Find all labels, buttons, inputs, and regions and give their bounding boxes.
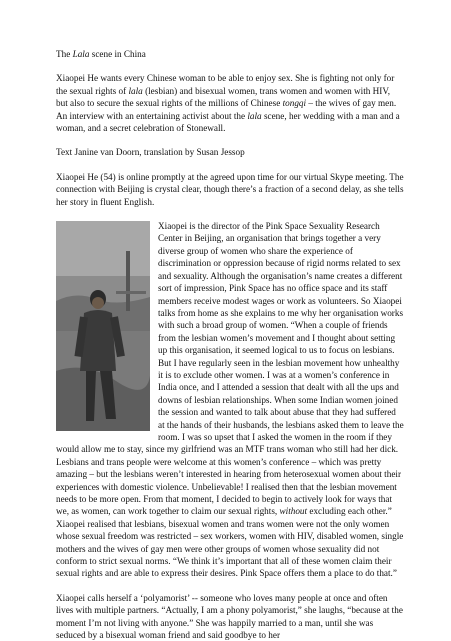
- photo-wrap-section: [56, 220, 404, 580]
- paragraph-3: Xiaopei calls herself a ‘polyamorist’ -- someone who loves many people at once and often lives with multiple partners. “Actually, I am a phony polyamorist,” she laughs, “because at the moment I’m not living with anyone.” She was happily married to a man, until she was seduced by a bisexual woman friend and said goodbye to her: [56, 592, 403, 641]
- paragraph-1: Xiaopei He (54) is online promptly at the agreed upon time for our virtual Skype meeting. The connection with Beijing is crystal clear, though there’s a fraction of a second delay, as she tells her story in fluent English.: [56, 171, 404, 207]
- intro-paragraph: Xiaopei He wants every Chinese woman to be able to enjoy sex. She is fighting not only for the sexual rights of lala (lesbian) and bisexual women, trans women and women with HIV, but also to secure the sexual rights of the millions of Chinese tongqi – the wives of gay men. An interview with an entertaining activist about the lala scene, her wedding with a man and a woman, and a secret celebration of Stonewall.: [56, 73, 400, 134]
- article-title: The Lala scene in China: [56, 49, 146, 59]
- paragraph-2: Xiaopei is the director of the Pink Space Sexuality Research Center in Beijing, an organisation that brings together a very diverse group of women who share the experience of discrimination or oppression because of rigid norms related to sex and sexuality. Although the organisation’s name creates a different sort of impression, Pink Space has no office space and its staff members receive modest wages or work as volunteers. So Xiaopei talks from home as she explains to me why her organisation works with such a broad group of women. “When a couple of friends from the lesbian women’s movement and I thought about setting up this organisation, it seemed logical to us to focus on lesbians. But I have regularly seen in the lesbian movement how unhealthy it is to exclude other women. I was at a women’s conference in India once, and I attended a session that dealt with all the ups and downs of lesbian relationships. When some Indian women joined the session and wanted to talk about abuse that they had suffered at the hands of their husbands, the lesbians asked them to leave the room. I was so upset that I asked the women in the room if they would allow me to stay, since my girlfriend was an MTF trans woman who still had her dick. Lesbians and trans people were welcome at this women’s conference – which was pretty amazing – but the lesbians weren’t interested in hearing from heterosexual women about their experiences with domestic violence. Unbelievable! I realised then that the lesbian movement needs to be more open. From that moment, I decided to begin to actively look for ways that we, as women, can work together to claim our sexual rights, without excluding each other.” Xiaopei realised that lesbians, bisexual women and trans women were not the only women whose sexual freedom was restricted – sex workers, women with HIV, disabled women, single mothers and the wives of gay men were other groups of women whose sexuality did not conform to strict sexual norms. “We think it’s important that all of these women claim their sexual rights and are able to express their desires. Pink Space offers them a place to do that.”: [56, 221, 404, 579]
- article: [56, 48, 404, 641]
- credit-line: Text Janine van Doorn, translation by Susan Jessop: [56, 147, 245, 158]
- portrait-photo: [56, 221, 150, 431]
- portrait-illustration: [56, 221, 150, 431]
